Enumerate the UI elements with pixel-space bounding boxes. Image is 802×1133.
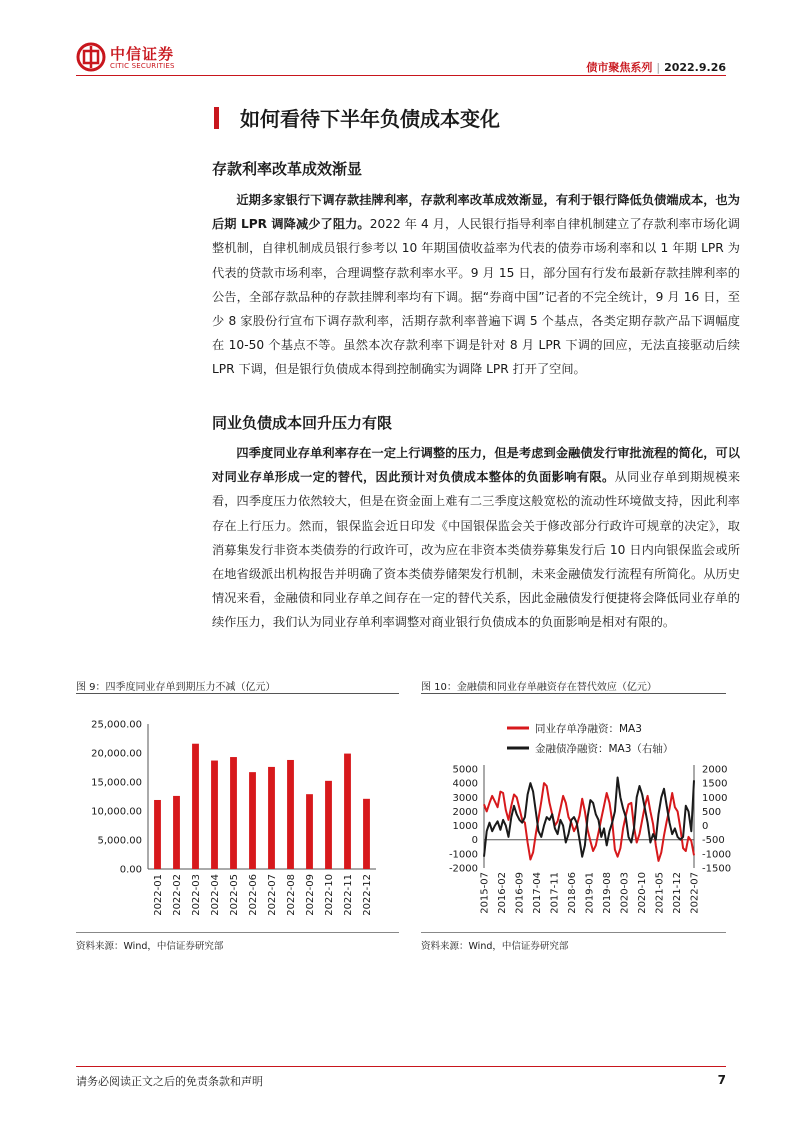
y-tick-label: 10,000.00 [91,806,142,818]
section-title: 如何看待下半年负债成本变化 [240,107,500,131]
x-tick-label: 2022-10 [324,874,335,916]
paragraph-2-lead: 四季度同业存单利率存在一定上行调整的压力，但是考虑到金融债发行审批流程的简化，可以对同业存单形成一定的替代，因此预计对负债成本整体的负面影响有限。 [212,446,740,485]
x-tick-label: 2022-04 [210,874,221,916]
bar-2022-03 [192,744,199,869]
x-tick-label: 2019-01 [584,872,596,914]
paragraph-1-body: 2022 年 4 月，人民银行指导利率自律机制建立了存款利率市场化调整机制，自律机制成员银行参考以 10 年期国债收益率为代表的债券市场利率和以 1 年期 LPR 为代表的贷款市场利率，合理调整存款利率水平。9 月 15 日，部分国有行发布最新存款挂牌利率的公告，全部存款品种的存款挂牌利率均有下调。据“券商中国”记者的不完全统计，9 月 16 日，至少 8 家股份行宣布下调存款利率，活期存款利率普遍下调 5 个基点，各类定期存款产品下调幅度在 10-50 个基点不等。虽然本次存款利率下调是针对 8 月 LPR 下调的回应，无法直接驱动后续 LPR 下调，但是银行负债成本得到控制确实为调降 LPR 打开了空间。 [212,217,740,377]
figure-9-top-rule [76,693,399,694]
figure-9-bottom-rule [76,932,399,933]
figure-10-line-chart [421,700,732,928]
header-meta [586,59,726,75]
x-tick-label: 2020-03 [619,872,631,914]
series-name: 债市聚焦系列 [586,61,653,74]
x-tick-label: 2018-06 [567,872,578,914]
x-tick-label: 2019-08 [602,872,613,914]
left-y-tick-label: 2000 [452,806,478,818]
figure-10-source: 资料来源：Wind，中信证券研究部 [421,941,569,952]
x-tick-label: 2022-09 [305,874,316,916]
paragraph-2 [212,441,740,635]
right-y-tick-label: 1000 [702,792,728,804]
bar-2022-06 [249,772,256,869]
subsection-title-2: 同业负债成本回升压力有限 [212,414,393,432]
figure-9-bar-chart [76,700,399,928]
bar-2022-04 [211,761,218,869]
right-y-tick-label: -500 [702,835,725,847]
figure-10-top-rule [421,693,726,694]
x-tick-label: 2022-05 [229,874,240,916]
header-divider [76,75,726,76]
left-y-tick-label: 3000 [452,792,478,804]
x-tick-label: 2022-01 [153,874,164,916]
x-tick-label: 2017-11 [549,872,561,914]
bar-2022-05 [230,757,237,869]
left-y-tick-label: 0 [471,835,478,847]
report-date: 2022.9.26 [664,61,726,74]
left-y-tick-label: 4000 [452,778,478,790]
logo-text-en: CITIC SECURITIES [110,62,175,70]
left-y-tick-label: 1000 [452,821,478,833]
bar-2022-08 [287,760,294,869]
figure-10-bottom-rule [421,932,726,933]
bar-2022-10 [325,781,332,869]
right-y-tick-label: 2000 [702,764,728,776]
right-y-tick-label: 0 [702,821,709,833]
left-y-tick-label: -1000 [448,849,478,861]
figure-10-title: 图 10：金融债和同业存单融资存在替代效应（亿元） [421,682,657,693]
figure-9-source: 资料来源：Wind，中信证券研究部 [76,941,224,952]
y-tick-label: 25,000.00 [91,719,142,731]
paragraph-2-body: 从同业存单到期规模来看，四季度压力依然较大，但是在资金面上难有二三季度这般宽松的流动性环境做支持，因此利率存在上行压力。然而，银保监会近日印发《中国银保监会关于修改部分行政许可规章的决定》，取消募集发行非资本类债券的行政许可，改为应在非资本类债券募集发行后 10 日内向银保监会或所在地省级派出机构报告并明确了资本类债券储架发行机制，未来金融债发行流程有所简化。从历史情况来看，金融债和同业存单之间存在一定的替代关系，因此金融债发行便捷将会降低同业存单的续作压力，我们认为同业存单利率调整对商业银行负债成本的负面影响是相对有限的。 [212,470,741,630]
y-tick-label: 20,000.00 [91,748,142,760]
x-tick-label: 2022-08 [286,874,297,916]
x-tick-label: 2022-07 [689,872,701,914]
legend-label: 金融债净融资：MA3（右轴） [535,743,674,755]
citic-logo-icon [76,42,106,72]
header-separator: | [656,61,661,74]
left-y-tick-label: 5000 [452,764,478,776]
x-tick-label: 2021-05 [654,872,666,914]
x-tick-label: 2022-07 [267,874,278,916]
footer-divider [76,1066,726,1067]
x-tick-label: 2016-02 [497,872,508,914]
y-tick-label: 15,000.00 [91,777,142,789]
x-tick-label: 2015-07 [479,872,491,914]
right-y-tick-label: 500 [702,806,722,818]
x-tick-label: 2016-09 [514,872,526,914]
legend-label: 同业存单净融资：MA3 [535,723,642,735]
x-tick-label: 2022-06 [248,874,259,916]
bar-2022-09 [306,794,313,869]
x-tick-label: 2022-02 [172,874,183,916]
bar-2022-11 [344,754,351,869]
x-tick-label: 2022-03 [191,874,202,916]
paragraph-1-lead: 近期多家银行下调存款挂牌利率，存款利率改革成效渐显，有利于银行降低负债端成本，也为后期 LPR 调降减少了阻力。 [212,193,740,232]
x-tick-label: 2020-10 [637,872,648,914]
bar-2022-01 [154,800,161,869]
page-number: 7 [717,1073,726,1087]
brand-logo [76,40,186,76]
x-tick-label: 2022-12 [362,874,373,916]
right-y-tick-label: -1000 [702,849,732,861]
logo-text-cn: 中信证券 [110,45,175,63]
x-tick-label: 2022-11 [343,874,354,916]
bar-2022-12 [363,799,370,869]
left-y-tick-label: -2000 [448,863,478,875]
right-y-tick-label: -1500 [702,863,732,875]
bar-2022-07 [268,767,275,869]
y-tick-label: 5,000.00 [97,835,142,847]
x-tick-label: 2021-12 [672,872,683,914]
footer-disclaimer: 请务必阅读正文之后的免责条款和声明 [76,1075,263,1088]
bar-2022-02 [173,796,180,869]
subsection-title-1: 存款利率改革成效渐显 [212,160,363,178]
section-marker [214,107,219,129]
y-tick-label: 0.00 [119,864,142,876]
x-tick-label: 2017-04 [532,872,543,914]
figure-9-title: 图 9：四季度同业存单到期压力不减（亿元） [76,682,276,693]
paragraph-1 [212,188,740,382]
right-y-tick-label: 1500 [702,778,728,790]
